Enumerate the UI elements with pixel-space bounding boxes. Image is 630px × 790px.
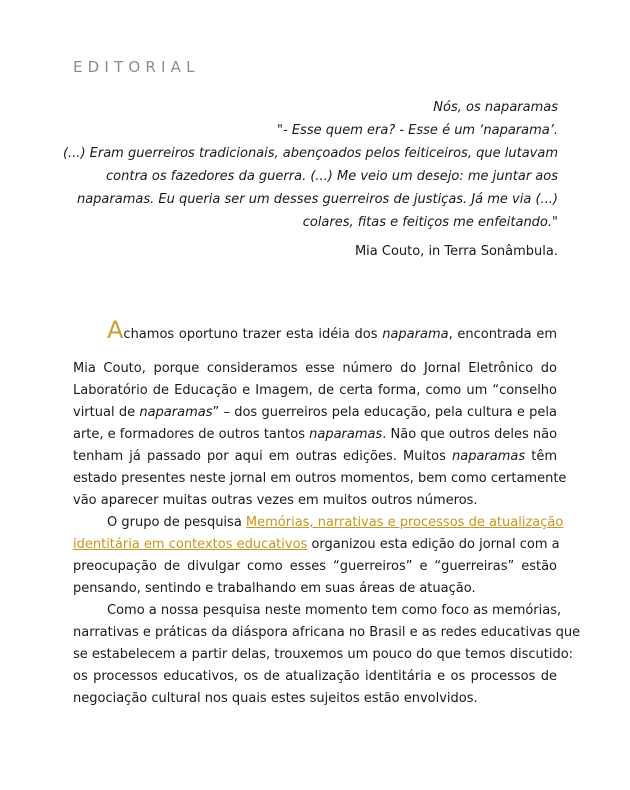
- paragraph-1-line-2: Mia Couto, porque consideramos esse número do Jornal Eletrônico do: [73, 361, 557, 376]
- epigraph: [58, 96, 558, 234]
- article-body: [73, 316, 581, 710]
- paragraph-2-line-3: preocupação de divulgar como esses “guerreiros” e “guerreiras” estão: [73, 559, 557, 574]
- paragraph-1-line-3: Laboratório de Educação e Imagem, de certa forma, como um “conselho: [73, 383, 557, 398]
- paragraph-2-line-1: O grupo de pesquisa Memórias, narrativas e processos de atualização: [107, 515, 564, 530]
- research-group-link-continued[interactable]: identitária em contextos educativos: [73, 537, 308, 552]
- research-group-link[interactable]: Memórias, narrativas e processos de atualização: [245, 515, 564, 530]
- section-title: EDITORIAL: [73, 58, 200, 76]
- paragraph-1-line-4: virtual de naparamas” – dos guerreiros pela educação, pela cultura e pela: [73, 405, 557, 420]
- paragraph-3-line-3: se estabelecem a partir delas, trouxemos um pouco do que temos discutido:: [73, 647, 574, 662]
- paragraph-3-line-4: os processos educativos, os de atualização identitária e os processos de: [73, 669, 557, 684]
- paragraph-1-line-5: arte, e formadores de outros tantos naparamas. Não que outros deles não: [73, 427, 558, 442]
- paragraph-1-line-1: Achamos oportuno trazer esta idéia dos naparama, encontrada em: [107, 316, 557, 344]
- paragraph-3-line-2: narrativas e práticas da diáspora africana no Brasil e as redes educativas que: [73, 625, 581, 640]
- epigraph-line: "- Esse quem era? - Esse é um ‘naparama’.: [277, 123, 558, 138]
- paragraph-1-line-6: tenham já passado por aqui em outras edições. Muitos naparamas têm: [73, 449, 557, 464]
- epigraph-line: colares, fitas e feitiços me enfeitando.": [302, 215, 558, 230]
- paragraph-3-line-1: Como a nossa pesquisa neste momento tem como foco as memórias,: [107, 603, 562, 618]
- epigraph-line: naparamas. Eu queria ser um desses guerreiros de justiças. Já me via (...): [76, 192, 558, 207]
- paragraph-1-line-7: estado presentes neste jornal em outros momentos, bem como certamente: [73, 471, 567, 486]
- paragraph-1-line-8: vão aparecer muitas outras vezes em muitos outros números.: [73, 493, 478, 508]
- drop-cap: A: [107, 316, 124, 344]
- paragraph-2-line-4: pensando, sentindo e trabalhando em suas áreas de atuação.: [73, 581, 476, 596]
- epigraph-line: Nós, os naparamas: [433, 100, 558, 115]
- epigraph-line: (...) Eram guerreiros tradicionais, abençoados pelos feiticeiros, que lutavam: [62, 146, 558, 161]
- epigraph-attribution: Mia Couto, in Terra Sonâmbula.: [354, 244, 558, 259]
- epigraph-line: contra os fazedores da guerra. (...) Me veio um desejo: me juntar aos: [106, 169, 558, 184]
- paragraph-2-line-2: identitária em contextos educativos organizou esta edição do jornal com a: [73, 537, 560, 552]
- paragraph-3-line-5: negociação cultural nos quais estes sujeitos estão envolvidos.: [73, 691, 478, 706]
